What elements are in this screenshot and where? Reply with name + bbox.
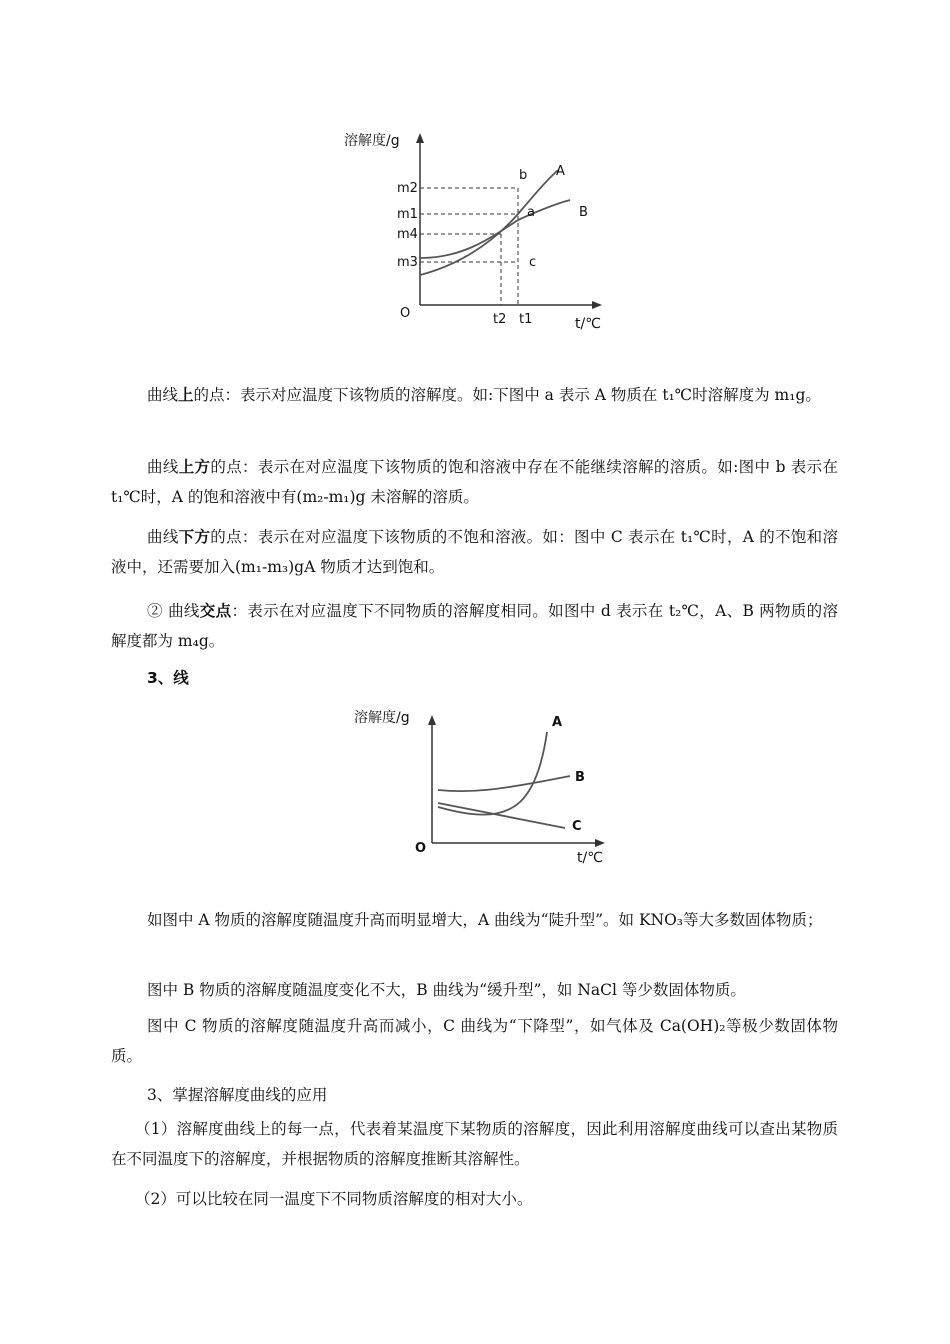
point-c-label: c	[529, 255, 537, 270]
x-axis-arrow	[592, 301, 602, 309]
solubility-figure-1	[330, 120, 620, 340]
y-axis-label: 溶解度/g	[344, 133, 400, 149]
y-axis-label: 溶解度/g	[354, 710, 410, 726]
tick-m3: m3	[397, 255, 418, 270]
tick-m4: m4	[397, 227, 418, 242]
x-axis-label: t/℃	[575, 316, 601, 332]
paragraph-point-below-curve: 曲线下方的点：表示在对应温度下该物质的不饱和溶液。如：图中 C 表示在 t₁℃时，A 的不饱和溶液中，还需要加入(m₁-m₃)gA 物质才达到饱和。	[111, 528, 838, 576]
tick-m1: m1	[397, 207, 418, 222]
guide-lines	[420, 188, 518, 305]
section-heading-line: 3、线	[147, 669, 189, 687]
paragraph-curve-c: 图中 C 物质的溶解度随温度升高而减小，C 曲线为“下降型”，如气体及 Ca(OH)₂等极少数固体物质。	[111, 1017, 838, 1065]
curve-b-label: B	[579, 205, 588, 220]
paragraph-point-on-curve: 曲线上的点：表示对应温度下该物质的溶解度。如:下图中 a 表示 A 物质在 t₁℃时溶解度为 m₁g。	[147, 386, 821, 404]
curve-a	[420, 170, 558, 275]
paragraph-application-1: （1）溶解度曲线上的每一点，代表着某温度下某物质的溶解度，因此利用溶解度曲线可以查出某物质在不同温度下的溶解度，并根据物质的溶解度推断其溶解性。	[111, 1120, 838, 1168]
paragraph-application-2: （2）可以比较在同一温度下不同物质溶解度的相对大小。	[135, 1190, 533, 1208]
paragraph-application-heading: 3、掌握溶解度曲线的应用	[147, 1086, 328, 1104]
curve-c	[438, 803, 565, 828]
solubility-figure-2	[350, 700, 620, 870]
paragraph-intersection: ② 曲线交点：表示在对应温度下不同物质的溶解度相同。如图中 d 表示在 t₂℃，A、B 两物质的溶解度都为 m₄g。	[111, 602, 838, 650]
tick-t2: t2	[493, 312, 507, 327]
curve-a	[438, 732, 547, 815]
paragraph-curve-a: 如图中 A 物质的溶解度随温度升高而明显增大，A 曲线为“陡升型”。如 KNO₃等大多数固体物质；	[147, 911, 823, 929]
curve-a-label: A	[556, 164, 565, 179]
x-axis-label: t/℃	[577, 850, 603, 866]
curve-b	[420, 200, 570, 258]
paragraph-curve-b: 图中 B 物质的溶解度随温度变化不大，B 曲线为“缓升型”，如 NaCl 等少数固体物质。	[147, 981, 746, 999]
origin-label: O	[400, 306, 411, 321]
curve-a-label: A	[552, 715, 563, 730]
tick-m2: m2	[397, 181, 418, 196]
tick-t1: t1	[519, 312, 533, 327]
point-b-label: b	[519, 168, 528, 183]
origin-label: O	[415, 841, 427, 856]
curve-b-label: B	[575, 770, 585, 785]
curve-c-label: C	[572, 819, 582, 834]
y-axis-arrow	[416, 133, 424, 143]
curve-b	[438, 776, 570, 791]
y-axis-arrow	[428, 715, 436, 725]
point-a-label: a	[527, 205, 535, 220]
paragraph-point-above-curve: 曲线上方的点：表示在对应温度下该物质的饱和溶液中存在不能继续溶解的溶质。如:图中 b 表示在 t₁℃时，A 的饱和溶液中有(m₂-m₁)g 未溶解的溶质。	[111, 458, 838, 506]
x-axis-arrow	[595, 839, 605, 847]
